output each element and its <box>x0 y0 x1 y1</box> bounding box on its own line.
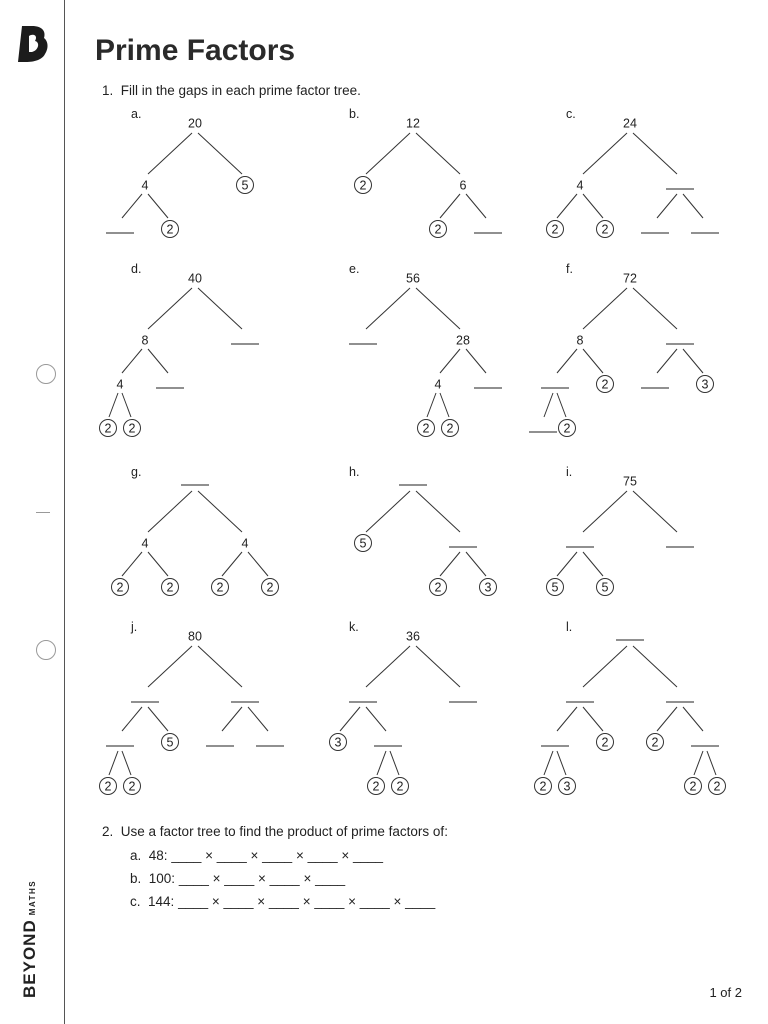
tree-node-value: 2 <box>551 222 559 237</box>
tree-node-value: 12 <box>406 116 420 131</box>
question-2-item <box>130 848 383 863</box>
tree-label: c. <box>566 107 576 121</box>
tree-node-value: 2 <box>434 580 442 595</box>
tree-node-value: 3 <box>701 377 709 392</box>
tree-branch <box>366 288 410 329</box>
tree-branch <box>466 194 486 218</box>
tree-node-value: 2 <box>689 779 697 794</box>
tree-node-value: 20 <box>188 116 202 131</box>
tree-branch <box>633 646 677 687</box>
tree-branch <box>707 751 716 775</box>
question-2-number: 2. <box>102 824 114 839</box>
tree-branch <box>148 552 168 576</box>
tree-node-value: 4 <box>141 178 149 193</box>
tree-node-value: 80 <box>188 629 202 644</box>
item-answer-blanks[interactable]: ____ × ____ × ____ × ____ × ____ × ____ <box>178 894 436 909</box>
tree-node-value: 8 <box>576 333 584 348</box>
tree-branch <box>583 288 627 329</box>
tree-branch <box>416 646 460 687</box>
brand-small: MATHS <box>28 879 37 916</box>
tree-node-value: 2 <box>601 222 609 237</box>
tree-label: a. <box>131 107 142 121</box>
tree-branch <box>148 194 168 218</box>
tree-branch <box>148 349 168 373</box>
tree-branch <box>583 349 603 373</box>
tree-node-value: 2 <box>563 421 571 436</box>
tree-branch <box>440 349 460 373</box>
tree-branch <box>109 393 118 417</box>
tree-branch <box>198 491 242 532</box>
tree-branch <box>583 491 627 532</box>
tree-branch <box>248 707 268 731</box>
tree-node-value: 6 <box>459 178 467 193</box>
page-number: 1 of 2 <box>709 985 742 1000</box>
tree-branch <box>583 646 627 687</box>
tree-branch <box>466 552 486 576</box>
question-1-text: Fill in the gaps in each prime factor tree. <box>120 83 361 98</box>
question-2-prompt <box>102 824 448 839</box>
item-number: 144: <box>148 894 175 909</box>
item-number: 100: <box>148 871 176 886</box>
tree-branch <box>366 646 410 687</box>
tree-branch <box>340 707 360 731</box>
question-2-item <box>130 894 435 909</box>
question-1-number: 1. <box>102 83 114 98</box>
tree-label: d. <box>131 262 142 276</box>
tree-node-value: 2 <box>713 779 721 794</box>
tree-node-value: 2 <box>601 377 609 392</box>
tree-branch <box>683 349 703 373</box>
tree-node-value: 2 <box>104 779 112 794</box>
item-label: b. <box>130 871 142 886</box>
tree-branch <box>148 646 192 687</box>
tree-node-value: 5 <box>601 580 609 595</box>
page-title: Prime Factors <box>95 34 296 67</box>
tree-label: i. <box>566 465 573 479</box>
tree-branch <box>416 491 460 532</box>
tree-node-value: 4 <box>241 536 249 551</box>
tree-node-value: 2 <box>128 779 136 794</box>
tree-branch <box>109 751 118 775</box>
item-answer-blanks[interactable]: ____ × ____ × ____ × ____ × ____ <box>171 848 384 863</box>
tree-branch <box>122 552 142 576</box>
tree-branch <box>557 552 577 576</box>
tree-branch <box>248 552 268 576</box>
tree-branch <box>440 393 449 417</box>
tree-branch <box>122 393 131 417</box>
tree-label: j. <box>131 620 138 634</box>
tree-node-value: 2 <box>216 580 224 595</box>
tree-branch <box>122 349 142 373</box>
tree-node-value: 75 <box>623 474 637 489</box>
tree-branch <box>583 133 627 174</box>
tree-branch <box>657 349 677 373</box>
tree-branch <box>122 751 131 775</box>
tree-branch <box>557 349 577 373</box>
tree-node-value: 28 <box>456 333 470 348</box>
tree-node-value: 3 <box>484 580 492 595</box>
tree-branch <box>198 646 242 687</box>
item-answer-blanks[interactable]: ____ × ____ × ____ × ____ <box>178 871 346 886</box>
tree-branch <box>416 133 460 174</box>
tree-node-value: 4 <box>434 377 442 392</box>
tree-branch <box>148 288 192 329</box>
item-label: a. <box>130 848 142 863</box>
tree-label: k. <box>349 620 359 634</box>
tree-branch <box>390 751 399 775</box>
tree-node-value: 2 <box>166 580 174 595</box>
brand-main: BEYOND <box>20 919 39 998</box>
tree-node-value: 2 <box>396 779 404 794</box>
tree-branch <box>198 288 242 329</box>
tree-label: e. <box>349 262 360 276</box>
tree-branch <box>427 393 436 417</box>
tree-node-value: 5 <box>551 580 559 595</box>
tree-branch <box>557 707 577 731</box>
tree-branch <box>683 707 703 731</box>
tree-node-value: 2 <box>266 580 274 595</box>
item-label: c. <box>130 894 141 909</box>
tree-branch <box>633 288 677 329</box>
tree-label: g. <box>131 465 142 479</box>
tree-branch <box>544 751 553 775</box>
tree-node-value: 2 <box>359 178 367 193</box>
tree-label: b. <box>349 107 360 121</box>
tree-node-value: 2 <box>422 421 430 436</box>
tree-branch <box>440 194 460 218</box>
tree-branch <box>366 133 410 174</box>
tree-node-value: 24 <box>623 116 637 131</box>
tree-branch <box>198 133 242 174</box>
tree-node-value: 3 <box>563 779 571 794</box>
tree-branch <box>583 552 603 576</box>
tree-branch <box>222 552 242 576</box>
tree-branch <box>122 707 142 731</box>
tree-node-value: 36 <box>406 629 420 644</box>
tree-branch <box>377 751 386 775</box>
tree-branch <box>633 491 677 532</box>
tree-node-value: 40 <box>188 271 202 286</box>
brand-wordmark <box>20 880 40 998</box>
tree-node-value: 3 <box>334 735 342 750</box>
question-2-text: Use a factor tree to find the product of prime factors of: <box>120 824 448 839</box>
tree-branch <box>583 707 603 731</box>
tree-node-value: 5 <box>359 536 367 551</box>
tree-node-value: 2 <box>601 735 609 750</box>
tree-branch <box>557 393 566 417</box>
tree-node-value: 2 <box>104 421 112 436</box>
tree-node-value: 2 <box>372 779 380 794</box>
tree-branch <box>583 194 603 218</box>
tree-node-value: 2 <box>446 421 454 436</box>
tree-branch <box>148 133 192 174</box>
item-number: 48: <box>148 848 168 863</box>
tree-branch <box>466 349 486 373</box>
tree-node-value: 8 <box>141 333 149 348</box>
tree-branch <box>440 552 460 576</box>
tree-node-value: 4 <box>141 536 149 551</box>
tree-node-value: 2 <box>434 222 442 237</box>
tree-branch <box>657 707 677 731</box>
tree-branch <box>557 751 566 775</box>
tree-branch <box>366 707 386 731</box>
tree-branch <box>416 288 460 329</box>
tree-branch <box>657 194 677 218</box>
tree-branch <box>683 194 703 218</box>
tree-node-value: 2 <box>166 222 174 237</box>
tree-node-value: 2 <box>116 580 124 595</box>
tree-node-value: 5 <box>241 178 249 193</box>
question-2-item <box>130 871 345 886</box>
tree-node-value: 72 <box>623 271 637 286</box>
tree-node-value: 56 <box>406 271 420 286</box>
tree-node-value: 2 <box>651 735 659 750</box>
tree-branch <box>557 194 577 218</box>
tree-branch <box>544 393 553 417</box>
tree-branch <box>122 194 142 218</box>
tree-node-value: 4 <box>576 178 584 193</box>
tree-label: l. <box>566 620 573 634</box>
tree-node-value: 4 <box>116 377 124 392</box>
tree-label: f. <box>566 262 573 276</box>
tree-branch <box>148 491 192 532</box>
tree-node-value: 2 <box>539 779 547 794</box>
tree-node-value: 2 <box>128 421 136 436</box>
tree-branch <box>366 491 410 532</box>
tree-branch <box>148 707 168 731</box>
tree-branch <box>633 133 677 174</box>
tree-branch <box>222 707 242 731</box>
tree-branch <box>694 751 703 775</box>
tree-label: h. <box>349 465 360 479</box>
tree-node-value: 5 <box>166 735 174 750</box>
